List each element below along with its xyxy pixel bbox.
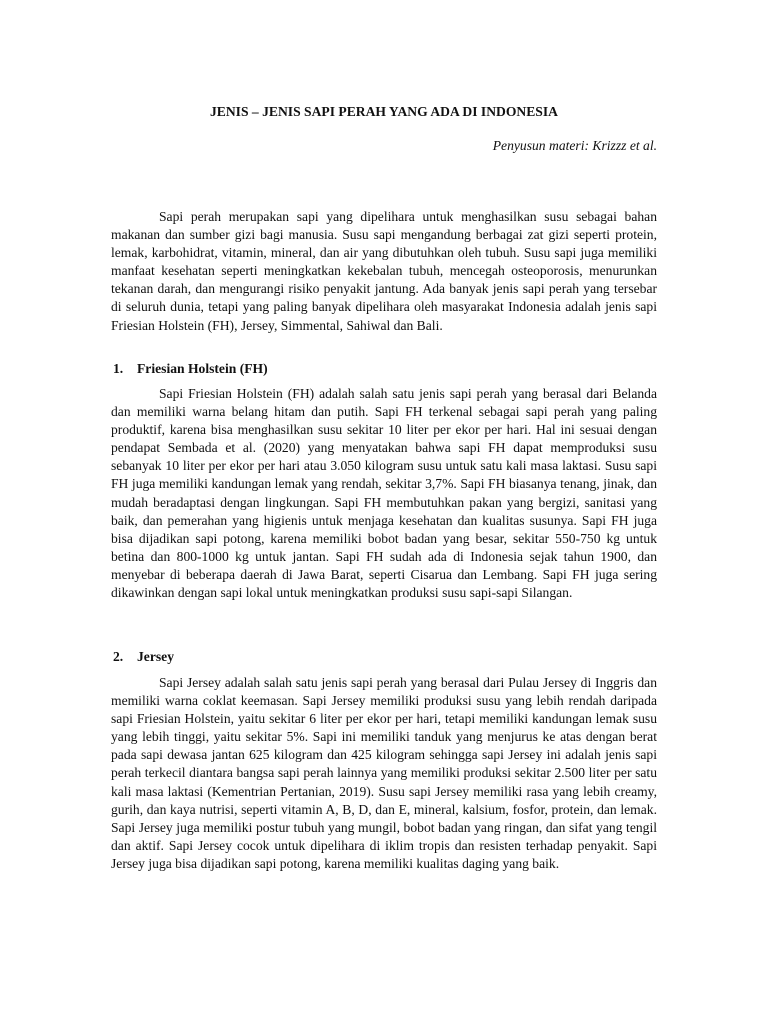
- page-title: JENIS – JENIS SAPI PERAH YANG ADA DI INDONESIA: [210, 104, 558, 119]
- author-credit: Penyusun materi: Krizzz et al.: [492, 138, 657, 153]
- section-paragraph-jersey: Sapi Jersey adalah salah satu jenis sapi perah yang berasal dari Pulau Jersey di Inggris dan memiliki warna coklat keemasan. Sapi Jersey memiliki produksi susu yang lebih rendah daripada sapi Friesian Holstein, yaitu sekitar 6 liter per ekor per hari, tetapi memiliki kandungan lemak susu yang lebih tinggi, yaitu sekitar 5%. Sapi ini memiliki tanduk yang menjurus ke atas dengan berat pada sapi dewasa jantan 625 kilogram dan 425 kilogram sehingga sapi Jersey ini adalah jenis sapi perah terkecil diantara bangsa sapi perah lainnya yang memiliki produksi sekitar 2.500 liter per satu kali masa laktasi (Kementrian Pertanian, 2019). Susu sapi Jersey memiliki rasa yang lebih creamy, gurih, dan kaya nutrisi, seperti vitamin A, B, D, dan E, mineral, kalsium, fosfor, protein, dan lemak. Sapi Jersey juga memiliki postur tubuh yang mungil, bobot badan yang ringan, dan sifat yang tengil dan aktif. Sapi Jersey cocok untuk dipelihara di iklim tropis dan resisten terhadap penyakit. Sapi Jersey juga bisa dijadikan sapi potong, karena memiliki kualitas daging yang baik.: [111, 675, 657, 871]
- section-number: 1.: [113, 361, 124, 376]
- intro-paragraph: Sapi perah merupakan sapi yang dipelihara untuk menghasilkan susu sebagai bahan makanan dan sumber gizi bagi manusia. Susu sapi mengandung berbagai zat gizi seperti protein, lemak, karbohidrat, vitamin, mineral, dan air yang dibutuhkan oleh tubuh. Susu sapi juga memiliki manfaat kesehatan seperti meningkatkan kekebalan tubuh, mencegah osteoporosis, menurunkan tekanan darah, dan mengurangi risiko penyakit jantung. Ada banyak jenis sapi perah yang tersebar di seluruh dunia, tetapi yang paling banyak dipelihara oleh masyarakat Indonesia adalah jenis sapi Friesian Holstein (FH), Jersey, Simmental, Sahiwal dan Bali.: [111, 209, 657, 333]
- section-heading-label: Friesian Holstein (FH): [137, 361, 268, 376]
- section-number: 2.: [113, 649, 124, 664]
- section-heading-jersey: [113, 649, 174, 665]
- section-paragraph-friesian-holstein: Sapi Friesian Holstein (FH) adalah salah satu jenis sapi perah yang berasal dari Belanda dan memiliki warna belang hitam dan putih. Sapi FH terkenal sebagai sapi perah yang paling produktif, karena bisa menghasilkan susu sekitar 10 liter per ekor per hari. Hal ini sesuai dengan pendapat Sembada et al. (2020) yang menyatakan bahwa sapi FH dapat memproduksi susu sebanyak 10 liter per ekor per hari atau 3.050 kilogram susu untuk satu kali masa laktasi. Susu sapi FH juga memiliki kandungan lemak yang rendah, sekitar 3,7%. Sapi FH biasanya tenang, jinak, dan mudah beradaptasi dengan lingkungan. Sapi FH membutuhkan pakan yang bergizi, sanitasi yang baik, dan pemerahan yang higienis untuk menjaga kesehatan dan kualitas susunya. Sapi FH juga bisa dijadikan sapi potong, karena memiliki bobot badan yang besar, sekitar 550-750 kg untuk betina dan 800-1000 kg untuk jantan. Sapi FH sudah ada di Indonesia sejak tahun 1900, dan menyebar di beberapa daerah di Jawa Barat, seperti Cisarua dan Lembang. Sapi FH juga sering dikawinkan dengan sapi lokal untuk meningkatkan produksi susu sapi-sapi Silangan.: [111, 386, 657, 601]
- section-heading-label: Jersey: [137, 649, 174, 664]
- section-heading-friesian-holstein: [113, 361, 268, 377]
